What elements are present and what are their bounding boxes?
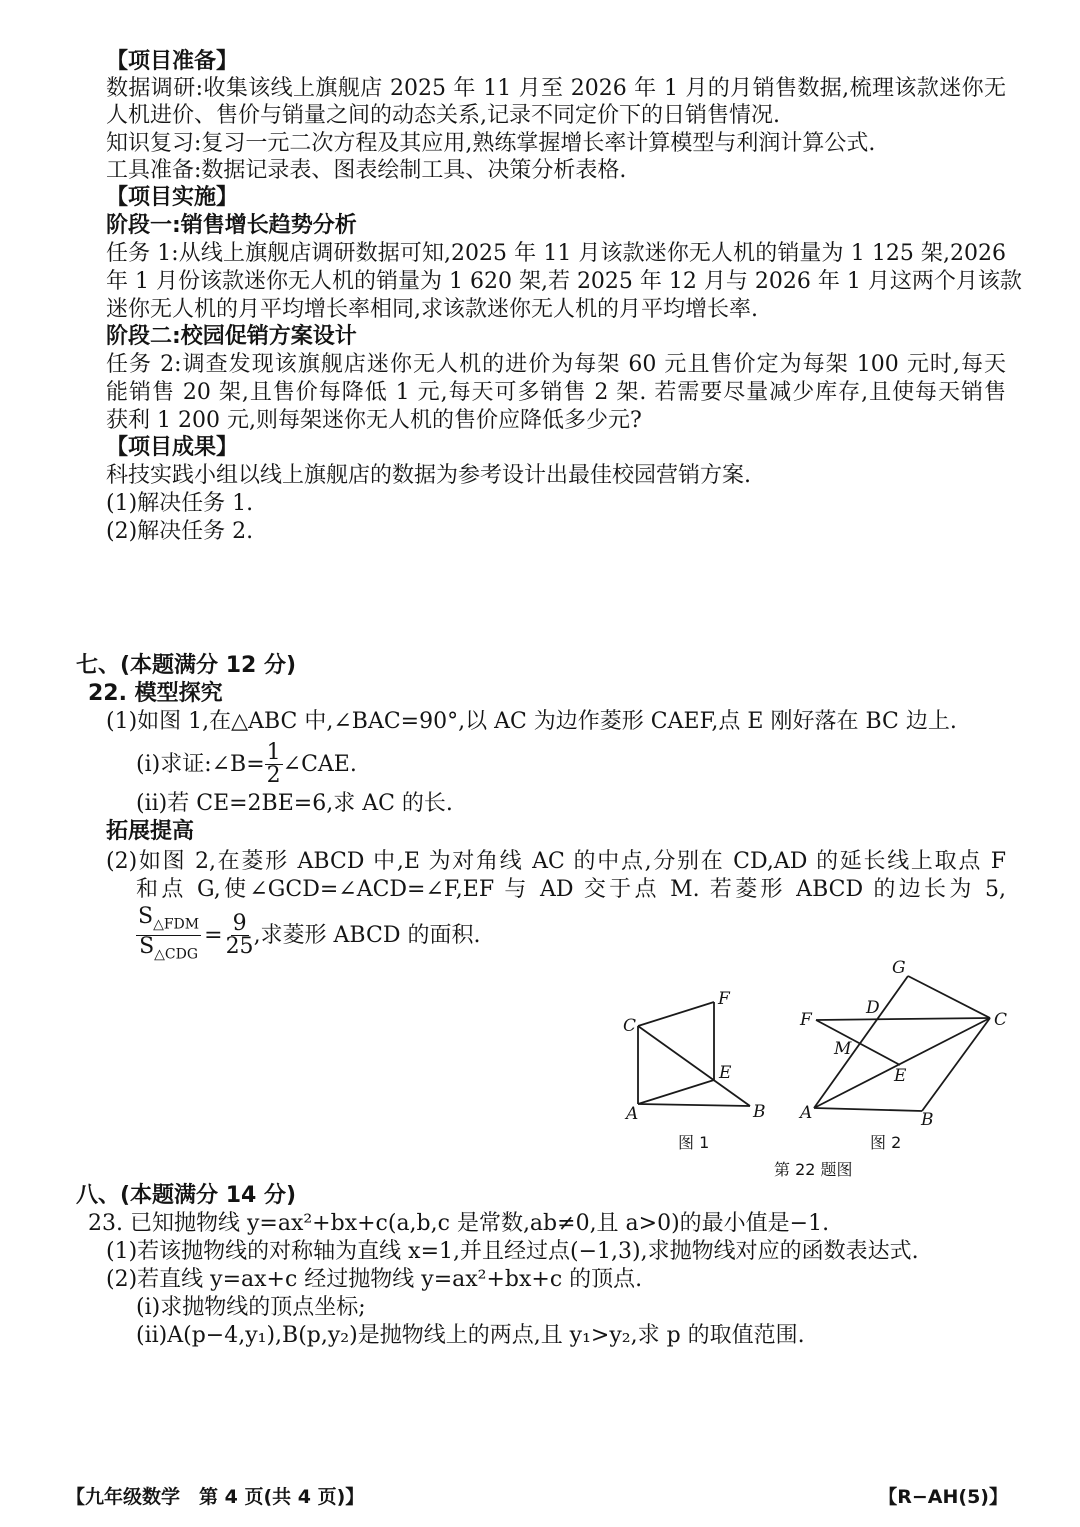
fig2-label-g: G xyxy=(892,958,906,978)
s-symbol: S xyxy=(138,904,154,929)
figure-group-caption: 第 22 题图 xyxy=(774,1160,853,1179)
triangle-cdg: △CDG xyxy=(154,946,199,963)
equals-sign: = xyxy=(204,923,223,949)
q23-part-2: (2)若直线 y=ax+c 经过抛物线 y=ax²+bx+c 的顶点. xyxy=(106,1267,643,1292)
prep-heading: 【项目准备】 xyxy=(106,49,239,74)
fig2-label-a: A xyxy=(800,1103,813,1123)
s-symbol: S xyxy=(139,934,155,960)
prep-line-3: 工具准备:数据记录表、图表绘制工具、决策分析表格. xyxy=(106,158,627,183)
fig2-segment-ab xyxy=(814,1108,922,1111)
tuozhan-heading: 拓展提高 xyxy=(106,819,195,844)
fig2-label-b: B xyxy=(921,1110,934,1130)
fig1-segment-ae xyxy=(638,1080,714,1104)
fig1-segment-cf xyxy=(638,1002,714,1026)
stage-2-heading: 阶段二:校园促销方案设计 xyxy=(106,324,357,349)
fig2-segment-ag xyxy=(814,976,908,1108)
q22-2c-tail: ,求菱形 ABCD 的面积. xyxy=(253,923,481,949)
q22-part-2-a: (2)如图 2,在菱形 ABCD 中,E 为对角线 AC 的中点,分别在 CD,AD 的延长线上取点 F xyxy=(106,849,1006,874)
fig2-label-e: E xyxy=(894,1066,907,1086)
task-2-line-a: 任务 2:调查发现该旗舰店迷你无人机的进价为每架 60 元且售价定为每架 100 元时,每天 xyxy=(106,352,1006,377)
task-2-line-c: 获利 1 200 元,则每架迷你无人机的售价应降低多少元? xyxy=(106,408,642,433)
q23-part-1: (1)若该抛物线的对称轴为直线 x=1,并且经过点(−1,3),求抛物线对应的函数表达式. xyxy=(106,1239,919,1264)
fig1-label-a: A xyxy=(626,1104,639,1124)
footer-code: 【R−AH(5)】 xyxy=(878,1486,1008,1508)
half-numerator: 1 xyxy=(266,740,281,765)
fig2-segment-fe xyxy=(816,1020,900,1065)
fig1-label-b: B xyxy=(753,1102,766,1122)
fig1-label-f: F xyxy=(718,989,730,1009)
result-line-1: 科技实践小组以线上旗舰店的数据为参考设计出最佳校园营销方案. xyxy=(106,463,751,488)
q22-1i-text-b: ∠CAE. xyxy=(282,752,357,777)
footer-page-info: 【九年级数学 第 4 页(共 4 页)】 xyxy=(66,1486,365,1508)
result-heading: 【项目成果】 xyxy=(106,435,239,460)
q22-1i-text-a: (ⅰ)求证:∠B= xyxy=(136,752,265,777)
fig2-caption: 图 2 xyxy=(870,1133,902,1152)
fig1-segment-ab xyxy=(638,1104,750,1106)
stage-1-heading: 阶段一:销售增长趋势分析 xyxy=(106,213,357,238)
fig2-label-m: M xyxy=(834,1039,852,1059)
q22-part-2-b: 和点 G,使∠GCD=∠ACD=∠F,EF 与 AD 交于点 M. 若菱形 ABCD 的边长为 5, xyxy=(136,877,1006,902)
result-line-3: (2)解决任务 2. xyxy=(106,519,254,544)
triangle-fdm: △FDM xyxy=(153,916,200,933)
fig2-segment-fc xyxy=(816,1018,990,1020)
result-line-2: (1)解决任务 1. xyxy=(106,491,254,516)
fig2-segment-bc xyxy=(922,1018,990,1111)
task-1-line-a: 任务 1:从线上旗舰店调研数据可知,2025 年 11 月该款迷你无人机的销量为 1 125 架,2026 xyxy=(106,241,1006,266)
q23-stem: 23. 已知抛物线 y=ax²+bx+c(a,b,c 是常数,ab≠0,且 a>0)的最小值是−1. xyxy=(88,1211,830,1236)
ratio-denominator: 25 xyxy=(225,934,254,960)
fig1-segment-cb xyxy=(638,1026,750,1106)
section-7-heading: 七、(本题满分 12 分) xyxy=(76,653,297,678)
q22-part-1-ii: (ⅱ)若 CE=2BE=6,求 AC 的长. xyxy=(136,791,453,816)
task-1-line-b: 年 1 月份该款迷你无人机的销量为 1 620 架,若 2025 年 12 月与 2026 年 1 月这两个月该款 xyxy=(106,269,1022,294)
task-2-line-b: 能销售 20 架,且售价每降低 1 元,每天可多销售 2 架. 若需要尽量减少库存,且使每天销售 xyxy=(106,380,1006,405)
fig1-caption: 图 1 xyxy=(678,1133,710,1152)
fig1-label-e: E xyxy=(719,1063,732,1083)
fig2-label-d: D xyxy=(866,998,880,1018)
task-1-line-c: 迷你无人机的月平均增长率相同,求该款迷你无人机的月平均增长率. xyxy=(106,297,758,322)
section-8-heading: 八、(本题满分 14 分) xyxy=(76,1183,297,1208)
q23-part-2-ii: (ⅱ)A(p−4,y₁),B(p,y₂)是抛物线上的两点,且 y₁>y₂,求 p 的取值范围. xyxy=(136,1323,805,1348)
prep-line-2: 知识复习:复习一元二次方程及其应用,熟练掌握增长率计算模型与利润计算公式. xyxy=(106,131,876,156)
q22-title: 22. 模型探究 xyxy=(88,681,223,706)
half-denominator: 2 xyxy=(266,763,281,788)
ratio-numerator: 9 xyxy=(232,911,247,937)
prep-line-1b: 人机进价、售价与销量之间的动态关系,记录不同定价下的日销售情况. xyxy=(106,103,780,128)
fig2-label-f: F xyxy=(800,1010,812,1030)
impl-heading: 【项目实施】 xyxy=(106,185,239,210)
fig2-segment-gc xyxy=(908,976,990,1018)
fig2-segment-ac xyxy=(814,1018,990,1108)
prep-line-1a: 数据调研:收集该线上旗舰店 2025 年 11 月至 2026 年 1 月的月销售数据,梳理该款迷你无 xyxy=(106,76,1006,101)
fig2-label-c: C xyxy=(994,1010,1008,1030)
q23-part-2-i: (ⅰ)求抛物线的顶点坐标; xyxy=(136,1295,366,1320)
figure-1 xyxy=(638,1002,750,1106)
q22-part-1: (1)如图 1,在△ABC 中,∠BAC=90°,以 AC 为边作菱形 CAEF,点 E 刚好落在 BC 边上. xyxy=(106,709,957,734)
fig1-label-c: C xyxy=(623,1016,637,1036)
